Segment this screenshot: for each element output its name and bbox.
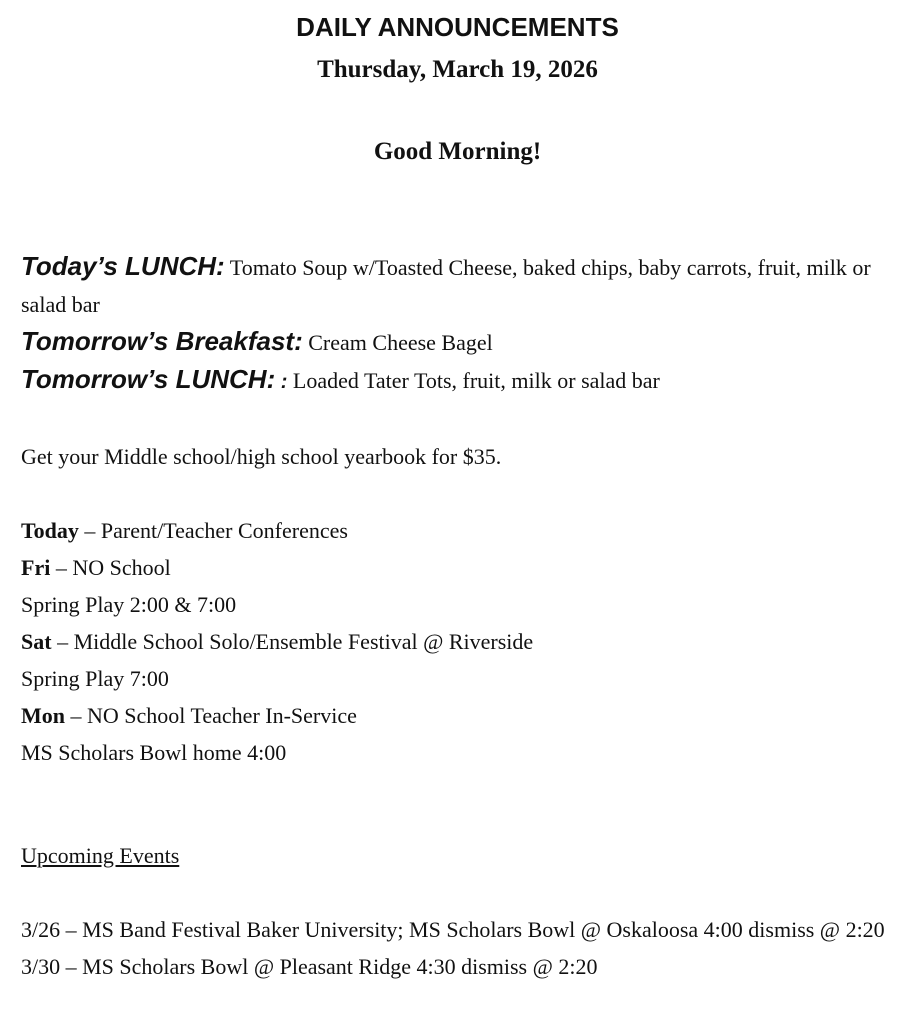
- schedule-sat-day: Sat: [21, 629, 52, 654]
- tomorrow-breakfast: [21, 323, 901, 361]
- tomorrow-lunch-text: Loaded Tater Tots, fruit, milk or salad bar: [292, 368, 660, 393]
- tomorrow-lunch-separator: :: [280, 371, 288, 393]
- schedule-fri-text: – NO School: [50, 555, 171, 580]
- announcements-body: [21, 248, 901, 985]
- date-heading: Thursday, March 19, 2026: [317, 56, 598, 83]
- schedule-fri-extra: Spring Play 2:00 & 7:00: [21, 592, 237, 617]
- page-title: DAILY ANNOUNCEMENTS: [296, 12, 619, 42]
- upcoming-event-2: 3/30 – MS Scholars Bowl @ Pleasant Ridge 4:30 dismiss @ 2:20: [21, 954, 598, 979]
- schedule-mon: [21, 697, 901, 734]
- schedule-today-day: Today: [21, 518, 79, 543]
- upcoming-event-1: 3/26 – MS Band Festival Baker University; MS Scholars Bowl @ Oskaloosa 4:00 dismiss @ 2:20: [21, 917, 885, 942]
- today-lunch-label: Today’s LUNCH:: [21, 251, 225, 281]
- schedule-mon-day: Mon: [21, 703, 65, 728]
- tomorrow-breakfast-text: Cream Cheese Bagel: [308, 330, 493, 355]
- today-lunch: [21, 248, 901, 323]
- schedule-sat: [21, 623, 901, 660]
- schedule-mon-extra: MS Scholars Bowl home 4:00: [21, 740, 287, 765]
- greeting: Good Morning!: [373, 138, 542, 165]
- tomorrow-breakfast-label: Tomorrow’s Breakfast:: [21, 326, 303, 356]
- schedule-sat-text: – Middle School Solo/Ensemble Festival @ Riverside: [51, 629, 534, 654]
- tomorrow-lunch: [21, 361, 901, 401]
- schedule-today: [21, 512, 901, 549]
- schedule-fri: [21, 549, 901, 586]
- tomorrow-lunch-label: Tomorrow’s LUNCH:: [21, 364, 276, 394]
- schedule-mon-text: – NO School Teacher In-Service: [65, 703, 357, 728]
- upcoming-events-heading-text: Upcoming Events: [21, 843, 180, 868]
- upcoming-events-heading: [21, 837, 901, 874]
- schedule-sat-extra: Spring Play 7:00: [21, 666, 169, 691]
- schedule-today-text: – Parent/Teacher Conferences: [78, 518, 348, 543]
- schedule-fri-day: Fri: [21, 555, 51, 580]
- today-lunch-text: Tomato Soup w/Toasted Cheese, baked chips, baby carrots, fruit, milk or salad bar: [21, 255, 871, 317]
- yearbook-notice: Get your Middle school/high school yearbook for $35.: [21, 444, 502, 469]
